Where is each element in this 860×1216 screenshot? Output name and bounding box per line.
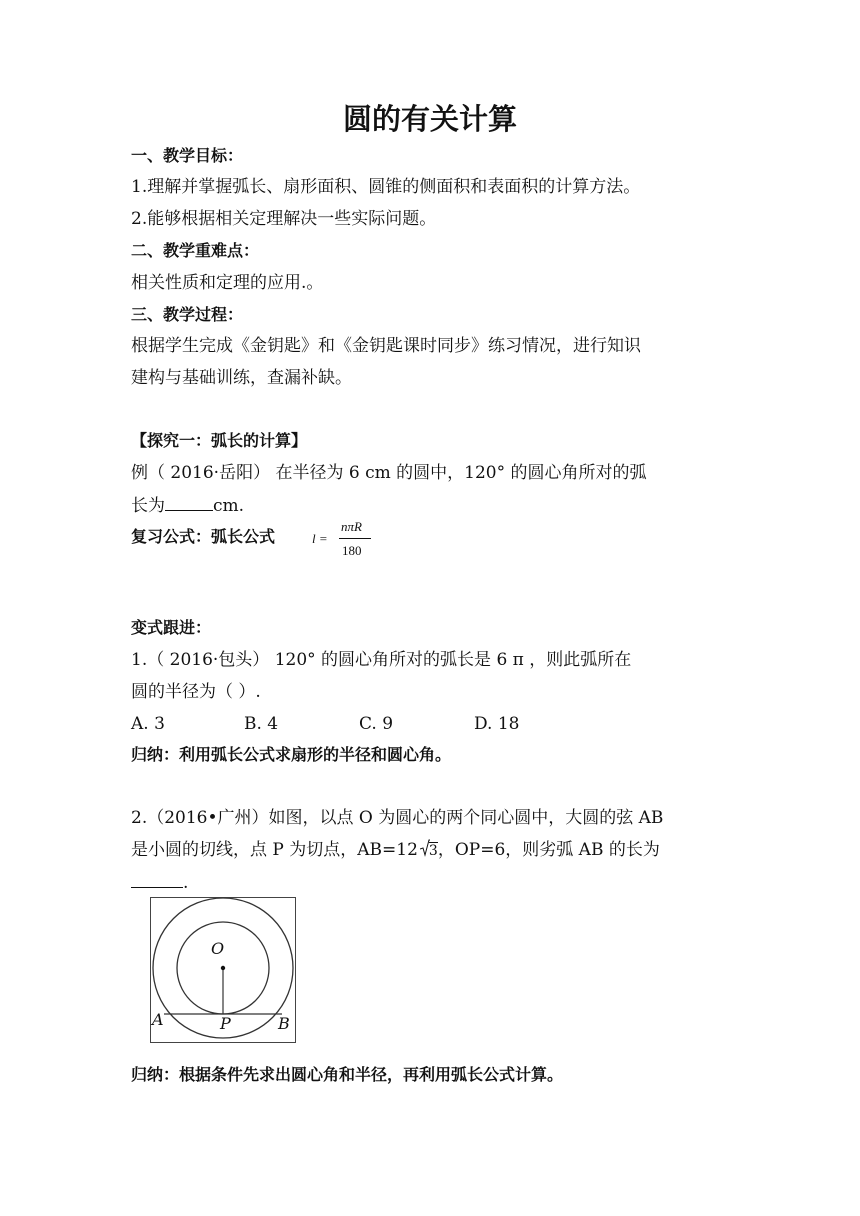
concentric-circles-figure [150,897,296,1043]
formula-denominator: 180 [342,543,362,558]
choice-b: B. 4 [244,714,279,734]
process-line-1: 根据学生完成《金钥匙》和《金钥匙课时同步》练习情况，进行知识 [131,336,641,356]
key-heading: 二、教学重难点： [131,241,260,260]
center-point-o [221,966,225,970]
sqrt-3 [420,838,438,864]
explore1-heading: 【探究一：弧长的计算】 [131,431,308,450]
example-line-1: 例（ 2016·岳阳） 在半径为 6 cm 的圆中，120° 的圆心角所对的弧 [131,463,647,483]
label-a: A [152,1010,164,1029]
variants-heading: 变式跟进： [131,618,212,637]
page-title: 圆的有关计算 [342,102,517,136]
example-line-2-suffix: cm. [213,496,245,516]
q2-line-3-suffix: . [183,873,189,893]
goals-heading: 一、教学目标： [131,146,244,165]
q2-line-1: 2.（2016•广州）如图，以点 O 为圆心的两个同心圆中，大圆的弦 AB [131,808,664,828]
summary-1: 归纳：利用弧长公式求扇形的半径和圆心角。 [131,745,452,764]
example-line-2-prefix: 长为 [131,496,165,516]
q2-line-2-prefix: 是小圆的切线，点 P 为切点，AB=12 [131,840,418,860]
label-b: B [278,1014,290,1033]
key-text: 相关性质和定理的应用.。 [131,273,324,293]
q2-line-2 [131,837,660,864]
choice-a: A. 3 [131,714,165,734]
choice-d: D. 18 [474,714,520,734]
label-p: P [220,1014,231,1033]
label-o: O [211,939,225,958]
q1-line-2: 圆的半径为（ ）. [131,682,261,702]
formula-fraction-bar [339,538,371,539]
q1-line-1: 1.（ 2016·包头） 120° 的圆心角所对的弧长是 6 π ，则此弧所在 [131,650,632,670]
answer-blank [165,492,213,511]
process-line-2: 建构与基础训练，查漏补缺。 [131,368,352,388]
sqrt-radicand: 3 [428,843,438,859]
sqrt-sign-icon [420,839,430,857]
summary-2: 归纳：根据条件先求出圆心角和半径，再利用弧长公式计算。 [131,1065,564,1084]
goal-1: 1.理解并掌握弧长、扇形面积、圆锥的侧面积和表面积的计算方法。 [131,177,641,197]
formula-lhs: l = [312,531,328,546]
q2-line-2-suffix: ，OP=6，则劣弧 AB 的长为 [437,840,660,860]
process-heading: 三、教学过程： [131,305,244,324]
q2-line-3 [131,869,188,896]
choice-c: C. 9 [359,714,394,734]
review-formula-label: 复习公式：弧长公式 [131,527,276,546]
formula-numerator: nπR [341,519,362,534]
q2-answer-blank [131,869,183,888]
goal-2: 2.能够根据相关定理解决一些实际问题。 [131,209,437,229]
q1-choices [131,711,519,737]
example-line-2 [131,492,244,519]
